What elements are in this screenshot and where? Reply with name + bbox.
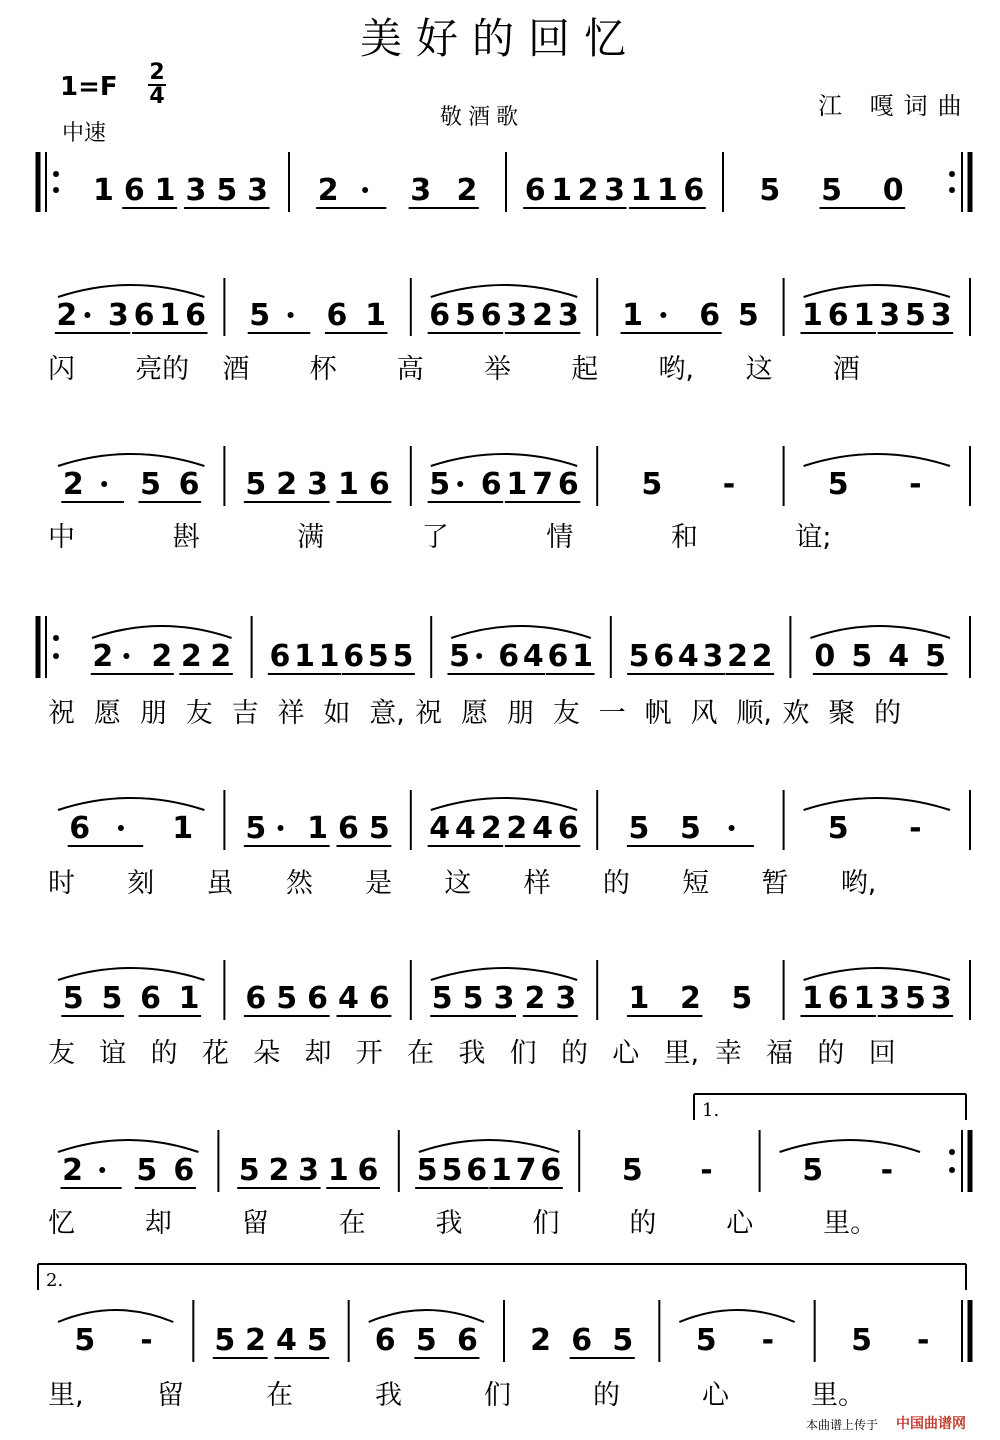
note-digit: 6 (827, 981, 849, 1016)
lyric-syllable: 开 (355, 1038, 383, 1069)
note-digit: 5 (827, 811, 849, 846)
note-digit: 4 (454, 811, 476, 846)
note-digit: 5 (306, 1323, 328, 1358)
note-digit: 6 (368, 981, 390, 1016)
note-digit: 1 (551, 173, 573, 208)
note-digit: 6 (185, 298, 206, 333)
note-digit: 0 (814, 639, 836, 674)
note-digit: 1 (294, 639, 315, 674)
note-digit: 3 (410, 173, 432, 208)
note-digit: 5 (367, 639, 389, 674)
lyric-syllable: 谊; (795, 522, 832, 553)
note-digit: 3 (555, 981, 577, 1016)
slur-arc (58, 798, 204, 810)
note-digit: 6 (547, 639, 569, 674)
note-digit: 5 (695, 1323, 717, 1358)
lyric-syllable: 如 (323, 698, 351, 729)
note-digit: 5 (441, 1153, 463, 1188)
note-digit: 5 (737, 298, 759, 333)
note-digit: 1 (365, 298, 386, 333)
note-digit: 1 (628, 981, 650, 1016)
note-digit: 1 (154, 173, 176, 208)
note-digit: 6 (307, 981, 329, 1016)
note-digit: 5 (462, 981, 484, 1016)
lyric-syllable: 谊 (99, 1038, 127, 1069)
note-digit: 2 (56, 298, 78, 333)
lyric-syllable: 暂 (761, 868, 789, 899)
note-digit: 1 (622, 298, 643, 333)
augmentation-dot (362, 187, 368, 193)
note-digit: 1 (490, 1153, 512, 1188)
lyric-syllable: 起 (571, 354, 599, 385)
note-digit: 3 (247, 173, 269, 208)
lyric-syllable: 亮的 (135, 354, 190, 385)
note-digit: 5 (62, 981, 84, 1016)
note-digit: 5 (249, 298, 271, 333)
note-digit: 3 (879, 981, 901, 1016)
note-digit: 2 (532, 298, 554, 333)
note-digit: 5 (449, 639, 470, 674)
note-digit: 2 (92, 639, 114, 674)
site-logo: 中国曲谱网 (896, 1416, 966, 1432)
lyric-syllable: 里, (663, 1038, 700, 1069)
note-digit: 6 (178, 467, 200, 502)
note-digit: 1 (853, 298, 875, 333)
lyric-syllable: 愿 (461, 698, 489, 729)
note-digit: 2 (751, 639, 773, 674)
note-digit: 5 (245, 467, 267, 502)
note-digit: 3 (307, 467, 329, 502)
song-title: 美好的回忆 (359, 14, 640, 63)
augmentation-dot (99, 1167, 105, 1173)
lyric-syllable: 祝 (48, 698, 75, 729)
note-digit: 5 (827, 467, 849, 502)
note-digit: 1 (572, 639, 593, 674)
note-digit: 5 (759, 173, 781, 208)
note-digit: 6 (557, 811, 579, 846)
note-digit: 4 (532, 811, 554, 846)
lyric-syllable: 杯 (309, 354, 337, 385)
lyric-syllable: 祝 (415, 698, 443, 729)
slur-arc (58, 1140, 198, 1152)
augmentation-dot (123, 653, 129, 659)
note-digit: 4 (338, 981, 359, 1016)
note-digit: 6 (571, 1323, 593, 1358)
slur-arc (804, 454, 950, 466)
note-digit: 3 (298, 1153, 320, 1188)
lyric-syllable: 在 (338, 1208, 366, 1239)
repeat-dot (949, 187, 955, 193)
note-digit: 3 (185, 173, 207, 208)
lyric-syllable: 吉 (231, 698, 259, 729)
lyric-syllable: 意, (369, 698, 405, 729)
note-digit: 1 (327, 1153, 349, 1188)
lyric-syllable: 哟, (658, 354, 694, 385)
lyric-syllable: 友 (185, 698, 213, 729)
lyric-syllable: 朋 (139, 698, 167, 729)
lyric-syllable: 愿 (93, 698, 121, 729)
lyric-syllable: 这 (444, 868, 472, 899)
lyric-syllable: 留 (157, 1380, 184, 1411)
note-digit: 3 (604, 173, 625, 208)
lyric-syllable: 中 (48, 522, 75, 553)
augmentation-dot (118, 825, 124, 831)
note-digit: 6 (69, 811, 91, 846)
note-digit: 6 (374, 1323, 396, 1358)
lyric-syllable: 短 (682, 868, 710, 899)
note-digit: 5 (392, 639, 414, 674)
lyric-syllable: 的 (629, 1208, 657, 1239)
augmentation-dot (288, 312, 294, 318)
repeat-dot (949, 171, 955, 177)
note-digit: 5 (904, 981, 926, 1016)
note-digit: 6 (524, 173, 546, 208)
note-digit: 2 (524, 981, 546, 1016)
lyric-syllable: 酒 (832, 354, 860, 385)
note-digit: 0 (882, 173, 904, 208)
note-digit: 2 (480, 811, 502, 846)
note-digit: 2 (506, 811, 528, 846)
note-digit: 6 (540, 1153, 562, 1188)
note-digit: 1 (307, 811, 329, 846)
note-digit: 6 (173, 1153, 195, 1188)
note-digit: - (909, 811, 922, 846)
note-digit: 5 (612, 1323, 634, 1358)
note-digit: 3 (107, 298, 129, 333)
lyric-syllable: 顺, (736, 698, 773, 729)
note-digit: 6 (245, 981, 267, 1016)
note-digit: 1 (656, 173, 678, 208)
lyric-syllable: 祥 (277, 698, 305, 729)
lyric-syllable: 情 (546, 522, 574, 553)
note-digit: 5 (245, 811, 267, 846)
slur-arc (804, 798, 950, 810)
note-digit: 5 (140, 467, 161, 502)
slur-arc (58, 285, 204, 297)
note-digit: 2 (456, 173, 478, 208)
lyric-syllable: 花 (201, 1038, 229, 1069)
lyric-syllable: 高 (396, 354, 424, 385)
lyric-syllable: 我 (375, 1380, 402, 1411)
lyric-syllable: 幸 (714, 1038, 742, 1069)
time-sig-top: 2 (149, 60, 165, 85)
slur-arc (431, 798, 577, 810)
note-digit: 1 (802, 981, 823, 1016)
note-digit: 1 (318, 639, 340, 674)
note-digit: 5 (731, 981, 753, 1016)
note-digit: 2 (317, 173, 339, 208)
augmentation-dot (278, 825, 284, 831)
lyric-syllable: 的 (874, 698, 902, 729)
note-digit: 3 (557, 298, 579, 333)
note-digit: 5 (431, 981, 453, 1016)
note-digit: 6 (357, 1153, 379, 1188)
lyric-syllable: 举 (484, 354, 511, 385)
note-digit: 2 (62, 1153, 83, 1188)
lyric-syllable: 虽 (206, 868, 234, 899)
slur-arc (431, 968, 577, 980)
lyric-syllable: 的 (593, 1380, 620, 1411)
note-digit: 3 (879, 298, 901, 333)
note-digit: 6 (557, 467, 579, 502)
slur-arc (92, 626, 232, 638)
lyric-syllable: 样 (523, 868, 551, 899)
note-digit: 1 (630, 173, 652, 208)
note-digit: 6 (368, 467, 390, 502)
note-digit: 6 (653, 639, 675, 674)
note-digit: 2 (679, 981, 701, 1016)
note-digit: 2 (276, 467, 298, 502)
note-digit: 1 (92, 173, 114, 208)
lyric-syllable: 我 (458, 1038, 486, 1069)
note-digit: - (700, 1153, 713, 1188)
note-digit: 5 (679, 811, 701, 846)
lyric-syllable: 里。 (811, 1380, 865, 1411)
lyric-syllable: 刻 (127, 868, 155, 899)
augmentation-dot (84, 312, 90, 318)
subtitle: 敬酒歌 (440, 105, 525, 130)
slur-arc (58, 968, 204, 980)
note-digit: 6 (498, 639, 520, 674)
note-digit: 6 (343, 639, 365, 674)
lyric-syllable: 了 (421, 522, 449, 553)
lyric-syllable: 却 (304, 1038, 332, 1069)
note-digit: 6 (480, 467, 502, 502)
tempo-marking: 中速 (62, 121, 107, 146)
note-digit: 6 (827, 298, 849, 333)
slur-arc (804, 285, 950, 297)
lyric-syllable: 朋 (506, 698, 534, 729)
lyric-syllable: 里, (48, 1380, 84, 1411)
repeat-dot (53, 171, 59, 177)
note-digit: 5 (851, 639, 873, 674)
augmentation-dot (101, 481, 107, 487)
note-digit: 5 (415, 1323, 437, 1358)
slur-arc (369, 1310, 484, 1322)
note-digit: - (761, 1323, 775, 1358)
note-digit: 6 (338, 811, 359, 846)
note-digit: 7 (532, 467, 554, 502)
note-digit: 5 (641, 467, 663, 502)
note-digit: 6 (269, 639, 291, 674)
note-digit: 5 (429, 467, 451, 502)
lyric-syllable: 的 (150, 1038, 178, 1069)
note-digit: 2 (530, 1323, 551, 1358)
footer-text: 本曲谱上传于 (806, 1418, 879, 1432)
note-digit: 6 (699, 298, 721, 333)
note-digit: 2 (577, 173, 599, 208)
note-digit: 5 (802, 1153, 824, 1188)
slur-arc (431, 285, 577, 297)
note-digit: 5 (214, 1323, 236, 1358)
note-digit: 3 (506, 298, 528, 333)
note-digit: 2 (180, 639, 202, 674)
note-digit: 2 (151, 639, 173, 674)
note-digit: 4 (275, 1323, 297, 1358)
lyric-syllable: 哟, (840, 868, 877, 899)
augmentation-dot (729, 825, 735, 831)
repeat-dot (53, 635, 59, 641)
slur-arc (431, 454, 577, 466)
note-digit: 5 (276, 981, 298, 1016)
note-digit: 5 (628, 639, 650, 674)
lyric-syllable: 的 (602, 868, 630, 899)
time-sig-bottom: 4 (149, 84, 165, 109)
lyric-syllable: 和 (670, 522, 698, 553)
note-digit: 5 (74, 1323, 96, 1358)
lyric-syllable: 回 (868, 1038, 896, 1069)
note-digit: 1 (159, 298, 181, 333)
slur-arc (804, 968, 950, 980)
note-digit: 7 (515, 1153, 537, 1188)
note-digit: 2 (210, 639, 232, 674)
lyric-syllable: 在 (266, 1380, 293, 1411)
credit: 江 嘎词曲 (818, 92, 972, 120)
lyric-syllable: 我 (435, 1208, 463, 1239)
lyric-syllable: 斟 (172, 522, 200, 553)
note-digit: 5 (416, 1153, 438, 1188)
lyric-syllable: 的 (817, 1038, 845, 1069)
note-digit: 3 (493, 981, 515, 1016)
lyric-syllable: 心 (702, 1380, 729, 1411)
lyric-syllable: 友 (48, 1038, 75, 1069)
note-digit: 3 (702, 639, 724, 674)
slur-arc (58, 1310, 173, 1322)
repeat-dot (949, 1149, 955, 1155)
note-digit: 2 (245, 1323, 267, 1358)
key-signature: 1=F (60, 72, 118, 102)
lyric-syllable: 时 (48, 868, 75, 899)
note-digit: 5 (621, 1153, 643, 1188)
note-digit: 5 (368, 811, 390, 846)
note-digit: 1 (853, 981, 875, 1016)
lyric-syllable: 福 (766, 1038, 794, 1069)
note-digit: 1 (172, 811, 194, 846)
note-digit: 5 (216, 173, 238, 208)
note-digit: - (880, 1153, 894, 1188)
note-digit: 5 (821, 173, 842, 208)
lyric-syllable: 们 (484, 1380, 511, 1411)
note-digit: 1 (506, 467, 528, 502)
lyric-syllable: 一 (598, 698, 626, 729)
note-digit: - (722, 467, 736, 502)
lyric-syllable: 却 (144, 1208, 172, 1239)
note-digit: 5 (851, 1323, 872, 1358)
note-digit: 6 (457, 1323, 478, 1358)
repeat-dot (53, 653, 59, 659)
note-digit: 1 (178, 981, 200, 1016)
augmentation-dot (457, 481, 463, 487)
note-digit: 6 (123, 173, 145, 208)
note-digit: 4 (429, 811, 451, 846)
note-digit: 5 (628, 811, 650, 846)
note-digit: 6 (133, 298, 155, 333)
lyric-syllable: 里。 (823, 1208, 878, 1239)
note-digit: 6 (429, 298, 451, 333)
note-digit: - (916, 1323, 930, 1358)
lyric-syllable: 心 (612, 1038, 640, 1069)
lyric-syllable: 这 (745, 354, 773, 385)
lyric-syllable: 闪 (48, 354, 75, 385)
lyric-syllable: 心 (726, 1208, 754, 1239)
note-digit: 6 (480, 298, 502, 333)
note-digit: 4 (522, 639, 544, 674)
lyric-syllable: 满 (297, 522, 325, 553)
repeat-dot (949, 1167, 955, 1173)
note-digit: 5 (925, 639, 946, 674)
note-digit: - (909, 467, 922, 502)
slur-arc (679, 1310, 794, 1322)
lyric-syllable: 欢 (782, 698, 810, 729)
slur-arc (451, 626, 591, 638)
lyric-syllable: 在 (407, 1038, 435, 1069)
note-digit: 2 (62, 467, 84, 502)
note-digit: 4 (888, 639, 910, 674)
lyric-syllable: 朵 (253, 1038, 281, 1069)
note-digit: 5 (101, 981, 123, 1016)
slur-arc (780, 1140, 920, 1152)
note-digit: 5 (238, 1153, 260, 1188)
note-digit: 1 (802, 298, 823, 333)
note-digit: 6 (466, 1153, 488, 1188)
note-digit: 5 (454, 298, 476, 333)
lyric-syllable: 们 (532, 1208, 560, 1239)
lyric-syllable: 风 (690, 698, 718, 729)
lyric-syllable: 的 (560, 1038, 588, 1069)
lyric-syllable: 是 (365, 868, 393, 899)
augmentation-dot (476, 653, 482, 659)
note-digit: 2 (268, 1153, 290, 1188)
lyric-syllable: 酒 (222, 354, 250, 385)
note-digit: 3 (930, 981, 952, 1016)
note-digit: 3 (930, 298, 952, 333)
slur-arc (810, 626, 950, 638)
note-digit: 2 (727, 639, 748, 674)
note-digit: 6 (326, 298, 348, 333)
note-digit: 5 (136, 1153, 158, 1188)
note-digit: 6 (683, 173, 705, 208)
lyric-syllable: 聚 (828, 698, 856, 729)
lyric-syllable: 们 (509, 1038, 537, 1069)
note-digit: - (140, 1323, 153, 1358)
volta-number: 2. (46, 1270, 64, 1291)
augmentation-dot (660, 312, 666, 318)
slur-arc (58, 454, 204, 466)
volta-number: 1. (702, 1100, 720, 1121)
slur-arc (419, 1140, 559, 1152)
lyric-syllable: 留 (241, 1208, 269, 1239)
lyric-syllable: 然 (285, 868, 313, 899)
note-digit: 6 (140, 981, 161, 1016)
note-digit: 5 (904, 298, 926, 333)
note-digit: 4 (677, 639, 699, 674)
lyric-syllable: 友 (552, 698, 580, 729)
note-digit: 1 (338, 467, 359, 502)
lyric-syllable: 忆 (48, 1208, 75, 1239)
repeat-dot (53, 187, 59, 193)
lyric-syllable: 帆 (644, 698, 672, 729)
